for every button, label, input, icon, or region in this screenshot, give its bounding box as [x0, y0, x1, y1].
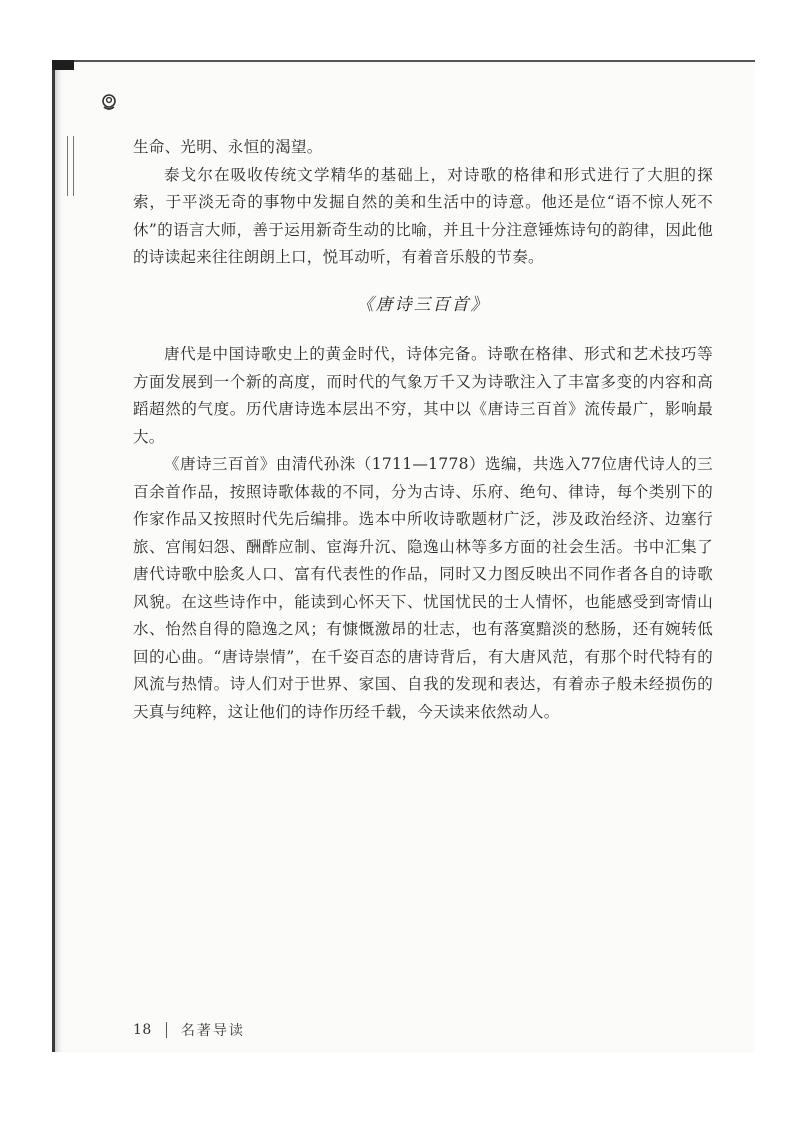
- paragraph: 生命、光明、永恒的渴望。: [133, 138, 323, 156]
- page-footer: [133, 1020, 245, 1040]
- margin-marks: [67, 136, 77, 196]
- paragraph: 唐代是中国诗歌史上的黄金时代，诗体完备。诗歌在格律、形式和艺术技巧等方面发展到一个新的高度，而时代的气象万千又为诗歌注入了丰富多变的内容和高蹈超然的气度。历代唐诗选本层出不穷，其中以《唐诗三百首》流传最广，影响最大。: [133, 345, 713, 446]
- book-title: 名著导读: [180, 1023, 245, 1039]
- book-page: [52, 60, 755, 1052]
- page-corner-shadow: [52, 60, 74, 70]
- emblem-icon: [99, 92, 119, 112]
- body-text: [133, 134, 713, 726]
- section-title: 《唐诗三百首》: [356, 294, 490, 315]
- footer-divider: [166, 1022, 167, 1038]
- paragraph: 《唐诗三百首》由清代孙洙（1711—1778）选编，共选入77位唐代诗人的三百余首作品，按照诗歌体裁的不同，分为古诗、乐府、绝句、律诗，每个类别下的作家作品又按照时代先后编排。选本中所收诗歌题材广泛，涉及政治经济、边塞行旅、宫闱妇怨、酬酢应制、宦海升沉、隐逸山林等多方面的社会生活。书中汇集了唐代诗歌中脍炙人口、富有代表性的作品，同时又力图反映出不同作者各自的诗歌风貌。在这些诗作中，能读到心怀天下、忧国忧民的士人情怀，也能感受到寄情山水、怡然自得的隐逸之风；有慷慨激昂的壮志，也有落寞黯淡的愁肠，还有婉转低回的心曲。“唐诗崇情”，在千姿百态的唐诗背后，有大唐风范，有那个时代特有的风流与热情。诗人们对于世界、家国、自我的发现和表达，有着赤子般未经损伤的天真与纯粹，这让他们的诗作历经千载，今天读来依然动人。: [133, 455, 713, 721]
- paragraph: 泰戈尔在吸收传统文学精华的基础上，对诗歌的格律和形式进行了大胆的探索，于平淡无奇的事物中发掘自然的美和生活中的诗意。他还是位“语不惊人死不休”的语言大师，善于运用新奇生动的比喻，并且十分注意锤炼诗句的韵律，因此他的诗读起来往往朗朗上口，悦耳动听，有着音乐般的节奏。: [133, 165, 713, 266]
- page-number: 18: [133, 1022, 152, 1038]
